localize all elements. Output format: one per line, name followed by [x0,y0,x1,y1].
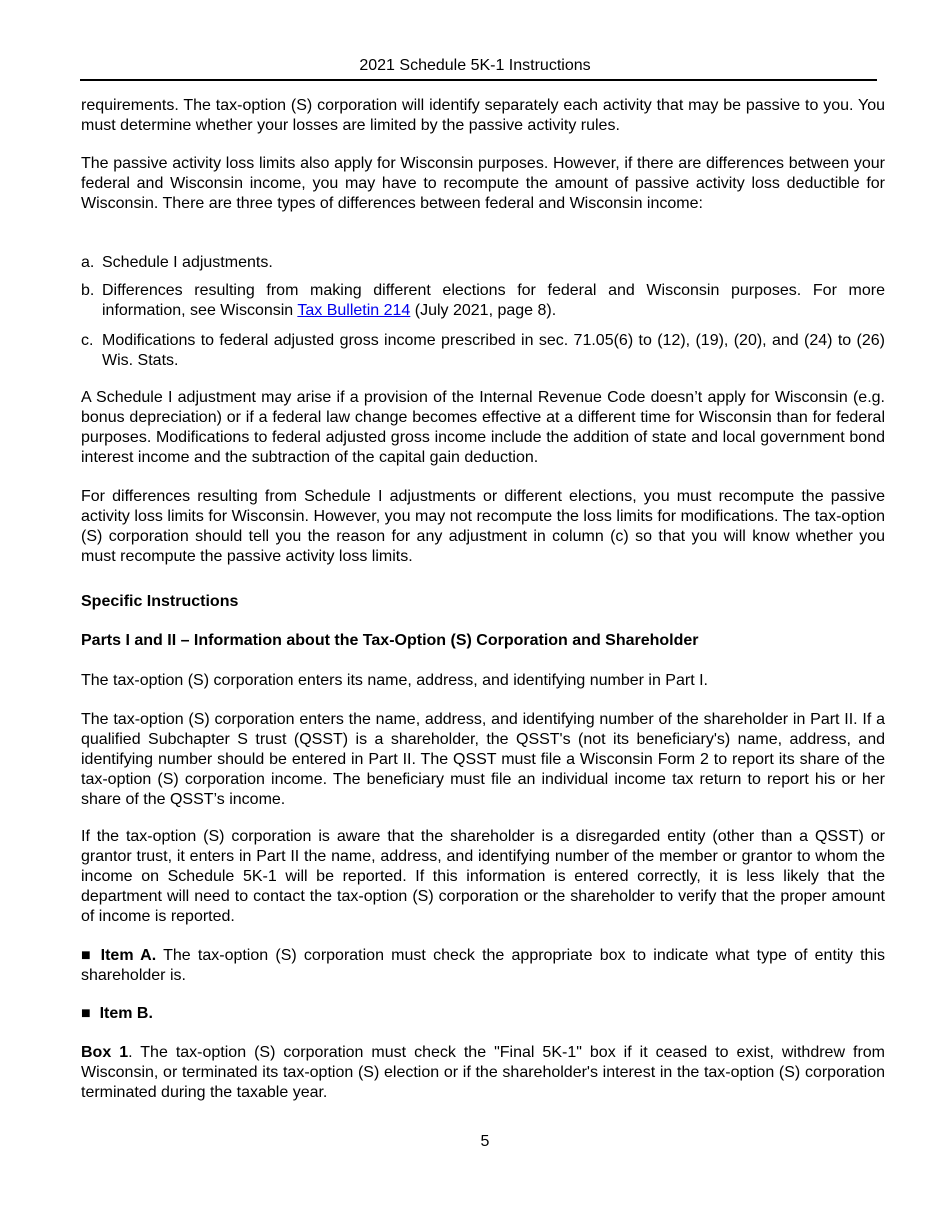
list-marker: b. [81,282,95,299]
list-item [81,281,885,321]
square-bullet-icon: ■ [81,947,94,964]
list-text: (July 2021, page 8). [410,302,557,319]
section-heading: Specific Instructions [81,593,239,610]
page-number: 5 [480,1133,490,1150]
item-a-paragraph [81,946,885,986]
item-a-label: Item A. [100,947,157,964]
list-item [81,253,885,273]
list-text: Differences resulting from making different elections for federal and Wisconsin purposes. For more information, see Wisconsin [102,282,885,319]
box-1-label: Box 1 [81,1044,129,1061]
paragraph: The tax-option (S) corporation enters its name, address, and identifying number in Part I. [81,672,708,689]
paragraph: If the tax-option (S) corporation is aware that the shareholder is a disregarded entity (other than a QSST) or grantor trust, it enters in Part II the name, address, and identifying number of the member or grantor to whom the income on Schedule 5K-1 will be reported. If this information is entered correctly, it is less likely that the department will need to contact the tax-option (S) corporation or the shareholder to verify that the proper amount of income is reported. [81,828,885,925]
item-b-paragraph [81,1004,885,1024]
list-marker: c. [81,332,94,349]
paragraph: The tax-option (S) corporation enters the name, address, and identifying number of the shareholder in Part II. If a qualified Subchapter S trust (QSST) is a shareholder, the QSST's (not its beneficiary's) name, address, and identifying number should be entered in Part II. The QSST must file a Wisconsin Form 2 to report its share of the tax-option (S) corporation income. The beneficiary must file an individual income tax return to report his or her share of the QSST’s income. [81,711,885,808]
item-a-text: The tax-option (S) corporation must check the appropriate box to indicate what type of entity this shareholder is. [81,947,886,984]
paragraph: A Schedule I adjustment may arise if a provision of the Internal Revenue Code doesn’t apply for Wisconsin (e.g. bonus depreciation) or if a federal law change becomes effective at a different time for Wisconsin than for federal purposes. Modifications to federal adjusted gross income include the addition of state and local government bond interest income and the subtraction of the capital gain deduction. [81,389,885,466]
list-text: Modifications to federal adjusted gross income prescribed in sec. 71.05(6) to (12), (19), (20), and (24) to (26) Wis. Stats. [102,332,885,369]
tax-bulletin-link[interactable]: Tax Bulletin 214 [297,302,411,319]
list-marker: a. [81,254,95,271]
item-b-label: Item B. [99,1005,153,1022]
square-bullet-icon: ■ [81,1005,91,1022]
paragraph: For differences resulting from Schedule I adjustments or different elections, you must recompute the passive activity loss limits for Wisconsin. However, you may not recompute the loss limits for modifications. The tax-option (S) corporation should tell you the reason for any adjustment in column (c) so that you will know whether you must recompute the passive activity loss limits. [81,488,885,565]
list-item [81,331,885,371]
paragraph: The passive activity loss limits also apply for Wisconsin purposes. However, if there are differences between your federal and Wisconsin income, you may have to recompute the amount of passive activity loss deductible for Wisconsin. There are three types of differences between federal and Wisconsin income: [81,155,885,212]
paragraph: requirements. The tax-option (S) corporation will identify separately each activity that may be passive to you. You must determine whether your losses are limited by the passive activity rules. [81,97,885,134]
box-1-paragraph [81,1043,885,1103]
box-1-text: . The tax-option (S) corporation must check the "Final 5K-1" box if it ceased to exist, withdrew from Wisconsin, or terminated its tax-option (S) election or if the shareholder's interest in the tax-option (S) corporation terminated during the taxable year. [81,1044,885,1101]
running-header: 2021 Schedule 5K-1 Instructions [359,57,591,74]
list-text: Schedule I adjustments. [102,254,273,271]
header-rule [80,79,877,81]
subsection-heading: Parts I and II – Information about the Tax-Option (S) Corporation and Shareholder [81,632,699,649]
